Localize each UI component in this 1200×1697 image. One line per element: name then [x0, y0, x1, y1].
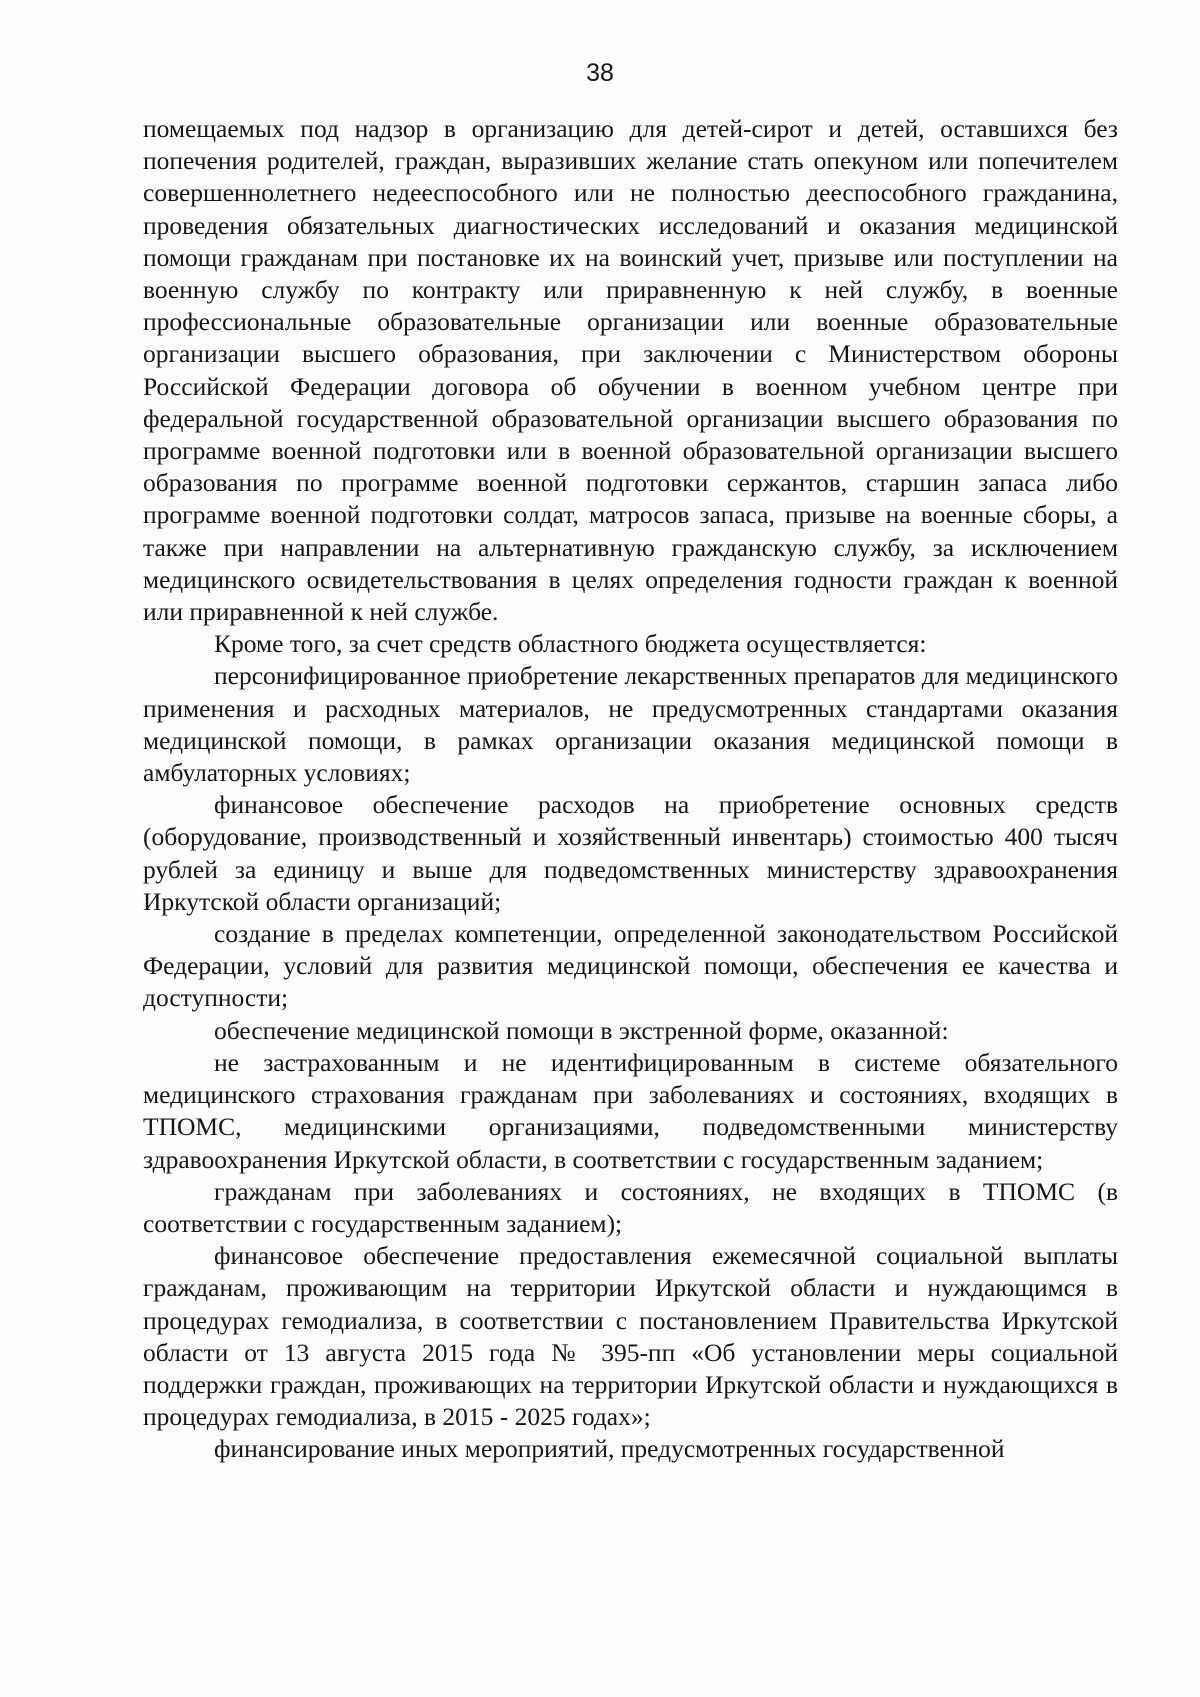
paragraph-item: финансовое обеспечение расходов на приобретение основных средств (оборудование, производственный и хозяйственный инвентарь) стоимостью 400 тысяч рублей за единицу и выше для подведомственных министерству здравоохранения Иркутской области организаций; [143, 790, 1118, 916]
paragraph-item: создание в пределах компетенции, определенной законодательством Российской Федерации, условий для развития медицинской помощи, обеспечения ее качества и доступности; [143, 919, 1118, 1013]
paragraph-subitem: не застрахованным и не идентифицированным в системе обязательного медицинского страхования гражданам при заболеваниях и состояниях, входящих в ТПОМС, медицинскими организациями, подведомственными министерству здравоохранения Иркутской области, в соответствии с государственным заданием; [143, 1047, 1118, 1174]
paragraph-item: финансовое обеспечение предоставления ежемесячной социальной выплаты гражданам, проживающим на территории Иркутской области и нуждающимся в процедурах гемодиализа, в соответствии с постановлением Правительства Иркутской области от 13 августа 2015 года № 395-пп «Об установлении меры социальной поддержки граждан, проживающих на территории Иркутской области и нуждающихся в процедурах гемодиализа, в 2015 - 2025 годах»; [143, 1241, 1118, 1432]
document-text [143, 113, 1118, 1466]
paragraph-item: персонифицированное приобретение лекарственных препаратов для медицинского применения и расходных материалов, не предусмотренных стандартами оказания медицинской помощи, в рамках организации оказания медицинской помощи в амбулаторных условиях; [143, 661, 1119, 788]
paragraph-item: обеспечение медицинской помощи в экстренной форме, оказанной: [214, 1015, 949, 1045]
paragraph-intro: Кроме того, за счет средств областного бюджета осуществляется: [214, 629, 927, 659]
page-number: 38 [586, 59, 614, 87]
paragraph-item-truncated: финансирование иных мероприятий, предусмотренных государственной [214, 1434, 1005, 1464]
paragraph-subitem: гражданам при заболеваниях и состояниях, не входящих в ТПОМС (в соответствии с государственным заданием); [143, 1176, 1118, 1238]
paragraph-continuation: помещаемых под надзор в организацию для детей-сирот и детей, оставшихся без попечения родителей, граждан, выразивших желание стать опекуном или попечителем совершеннолетнего недееспособного или не полностью дееспособного гражданина, проведения обязательных диагностических исследований и оказания медицинской помощи гражданам при постановке их на воинский учет, призыве или поступлении на военную службу по контракту или приравненную к ней службу, в военные профессиональные образовательные организации или военные образовательные организации высшего образования, при заключении с Министерством обороны Российской Федерации договора об обучении в военном учебном центре при федеральной государственной образовательной организации высшего образования по программе военной подготовки или в военной образовательной организации высшего образования по программе военной подготовки сержантов, старшин запаса либо программе военной подготовки солдат, матросов запаса, призыве на военные сборы, а также при направлении на альтернативную гражданскую службу, за исключением медицинского освидетельствования в целях определения годности граждан к военной или приравненной к ней службе. [143, 114, 1118, 627]
